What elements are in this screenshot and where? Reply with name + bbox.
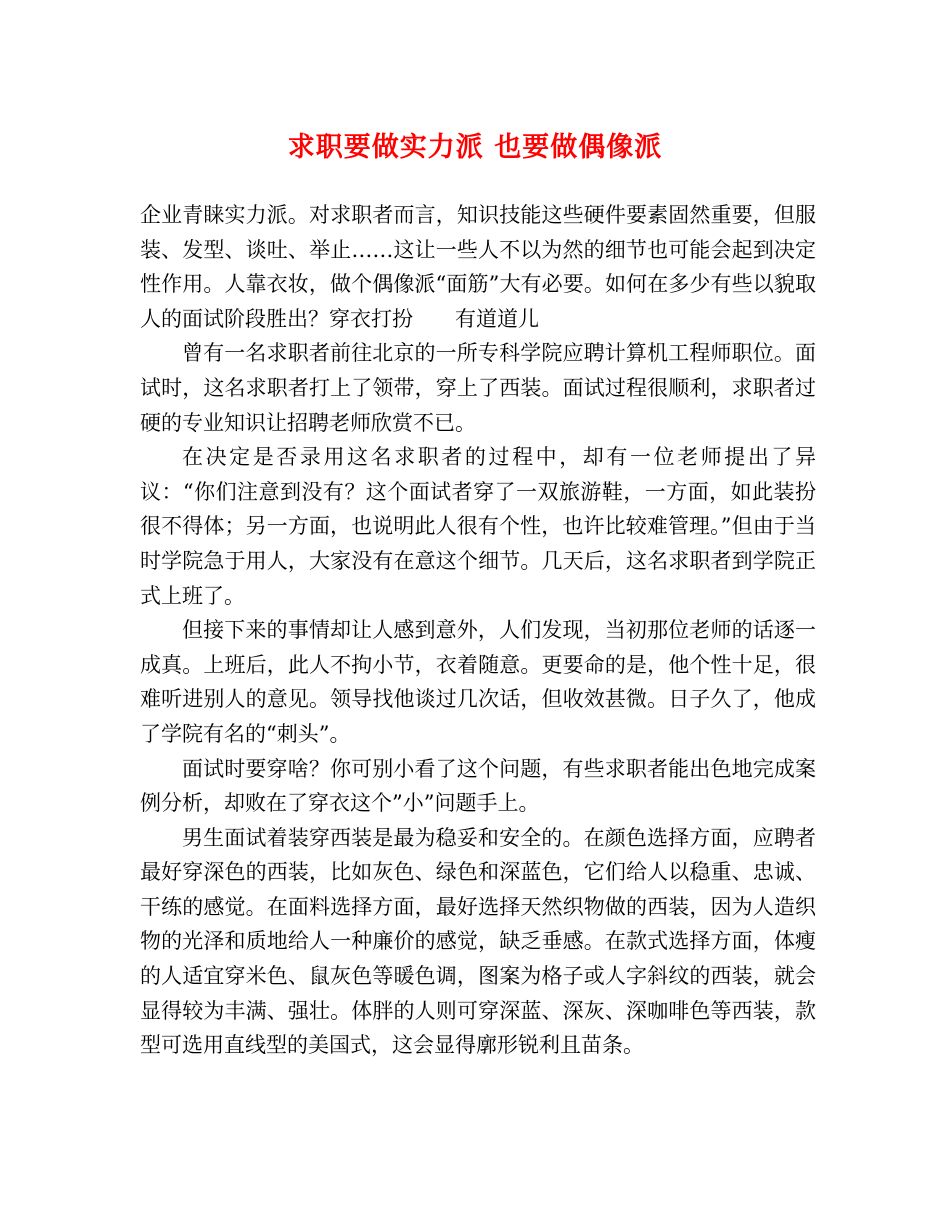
document-title: 求职要做实力派 也要做偶像派 [287, 132, 663, 163]
paragraph-intro: 企业青睐实力派。对求职者而言，知识技能这些硬件要素固然重要，但服装、发型、谈吐、举止……这让一些人不以为然的细节也可能会起到决定性作用。人靠衣妆，做个偶像派“面筋”大有必要。如何在多少有些以貌取人的面试阶段胜出？穿衣打扮 有道道儿 [140, 203, 816, 331]
paragraph-what-to-wear: 面试时要穿啥？你可别小看了这个问题，有些求职者能出色地完成案例分析，却败在了穿衣这个”小”问题手上。 [140, 756, 816, 816]
paragraph-objection: 在决定是否录用这名求职者的过程中，却有一位老师提出了异议：“你们注意到没有？这个面试者穿了一双旅游鞋，一方面，如此装扮很不得体；另一方面，也说明此人很有个性，也许比较难管理。”但由于当时学院急于用人，大家没有在意这个细节。几天后，这名求职者到学院正式上班了。 [140, 445, 816, 608]
paragraph-men-suits: 男生面试着装穿西装是最为稳妥和安全的。在颜色选择方面，应聘者最好穿深色的西装，比如灰色、绿色和深蓝色，它们给人以稳重、忠诚、干练的感觉。在面料选择方面，最好选择天然织物做的西装，因为人造织物的光泽和质地给人一种廉价的感觉，缺乏垂感。在款式选择方面，体瘦的人适宜穿米色、鼠灰色等暖色调，图案为格子或人字斜纹的西装，就会显得较为丰满、强壮。体胖的人则可穿深蓝、深灰、深咖啡色等西装，款型可选用直线型的美国式，这会显得廓形锐利且苗条。 [140, 825, 816, 1058]
document-body [140, 198, 816, 1063]
paragraph-story-start: 曾有一名求职者前往北京的一所专科学院应聘计算机工程师职位。面试时，这名求职者打上了领带，穿上了西装。面试过程很顺利，求职者过硬的专业知识让招聘老师欣赏不已。 [140, 341, 816, 435]
paragraph-outcome: 但接下来的事情却让人感到意外，人们发现，当初那位老师的话逐一成真。上班后，此人不拘小节，衣着随意。更要命的是，他个性十足，很难听进别人的意见。领导找他谈过几次话，但收效甚微。日子久了，他成了学院有名的“刺头”。 [140, 618, 816, 746]
